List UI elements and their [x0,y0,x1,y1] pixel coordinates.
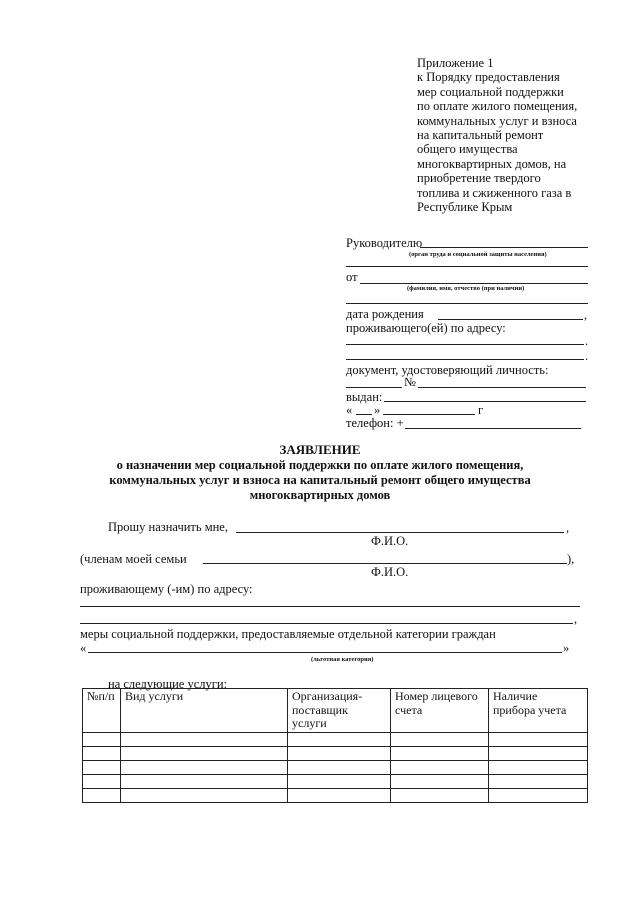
table-header-cell [121,689,288,733]
table-row [83,760,588,774]
table-row [83,746,588,760]
services-label: на следующие услуги: [108,677,228,691]
table-row [83,788,588,802]
date-open: « [346,403,353,417]
table-cell[interactable] [391,774,489,788]
table-cell[interactable] [288,788,391,802]
from-hint: (фамилия, имя, отчество (при наличии) [407,285,525,292]
table-cell[interactable] [288,774,391,788]
document-label: документ, удостоверяющий личность: [346,363,549,377]
table-cell[interactable] [288,746,391,760]
table-header-text: счета [395,702,423,717]
table-cell[interactable] [83,774,121,788]
issued-label: выдан: [346,390,383,404]
birth-comma: , [584,308,588,322]
table-cell[interactable] [489,746,588,760]
number-sign: № [404,375,416,389]
family-field[interactable] [203,563,567,564]
table-cell[interactable] [489,732,588,746]
appendix-line: Приложение 1 [417,56,494,70]
address-dot-1: . [585,334,589,348]
birth-field[interactable] [438,319,583,320]
table-cell[interactable] [83,760,121,774]
appendix-line: Республике Крым [417,200,513,215]
services-table [82,688,588,803]
appendix-line: по оплате жилого помещения, [417,99,578,114]
appendix-line: к Порядку предоставления [417,70,560,85]
title-line-3: многоквартирных домов [249,488,391,502]
from-field-2[interactable] [346,303,588,304]
residing-comma: , [574,612,578,626]
table-cell[interactable] [489,760,588,774]
table-cell[interactable] [83,746,121,760]
table-cell[interactable] [121,760,288,774]
table-cell[interactable] [83,788,121,802]
table-cell[interactable] [391,788,489,802]
appendix-line: коммунальных услуг и взноса [417,113,577,128]
table-cell[interactable] [391,760,489,774]
table-cell[interactable] [121,788,288,802]
document-title: ЗАЯВЛЕНИЕ [279,442,361,457]
table-cell[interactable] [391,732,489,746]
table-cell[interactable] [489,774,588,788]
birth-label: дата рождения [346,307,424,321]
quote-close: » [563,641,570,655]
residing-field-1[interactable] [80,606,580,607]
appendix-block [417,56,632,214]
table-cell[interactable] [489,788,588,802]
table-header-text: поставщик [292,702,348,717]
family-label: (членам моей семьи [80,552,187,566]
table-header-text: Организация- [292,689,363,703]
issued-field[interactable] [384,401,586,402]
table-row [83,774,588,788]
address-label: проживающего(ей) по адресу: [346,321,506,335]
table-header-row [83,689,588,733]
table-header-text: Номер лицевого [395,689,478,703]
table-row [83,732,588,746]
appendix-line: мер социальной поддержки [417,84,564,99]
family-close: ), [567,552,575,566]
to-label: Руководителю [346,236,423,250]
title-line-2: коммунальных услуг и взноса на капитальный ремонт общего имущества [109,473,531,487]
category-hint: (льготная категория) [311,656,374,663]
table-header-text: Наличие [493,689,538,703]
category-field[interactable] [88,652,562,653]
fio-hint-2: Ф.И.О. [371,565,409,579]
appendix-line: приобретение твердого [417,171,541,186]
table-cell[interactable] [391,746,489,760]
title-line-1: о назначении мер социальной поддержки по оплате жилого помещения, [116,458,524,472]
from-label: от [346,270,358,284]
table-cell[interactable] [121,732,288,746]
date-day-field[interactable] [356,414,372,415]
document-number-field[interactable] [418,387,586,388]
phone-field[interactable] [405,428,581,429]
table-header-text: услуги [292,716,327,730]
appendix-line: многоквартирных домов, на [417,156,567,171]
appendix-line: топлива и сжиженного газа в [417,185,572,200]
measures-label: меры социальной поддержки, предоставляемые отдельной категории граждан [80,627,496,641]
address-dot-2: . [585,349,589,363]
table-cell[interactable] [83,732,121,746]
quote-open: « [80,641,87,655]
appendix-line: на капитальный ремонт [417,128,544,143]
date-month-field[interactable] [383,414,475,415]
residing-field-2[interactable] [80,623,573,624]
from-field[interactable] [360,283,588,284]
table-header-text: прибора учета [493,702,567,717]
request-name-field[interactable] [236,532,564,533]
address-field-2[interactable] [346,359,584,360]
table-cell[interactable] [288,760,391,774]
table-cell[interactable] [121,774,288,788]
request-comma: , [566,521,570,535]
fio-hint-1: Ф.И.О. [371,534,409,548]
request-label: Прошу назначить мне, [108,520,228,534]
table-cell[interactable] [121,746,288,760]
table-header-cell [83,689,121,733]
table-header-cell [288,689,391,733]
phone-label: телефон: + [346,416,404,430]
to-field-2[interactable] [346,266,588,267]
residing-label: проживающему (-им) по адресу: [80,582,253,596]
table-header-cell [391,689,489,733]
table-cell[interactable] [288,732,391,746]
table-header-cell [489,689,588,733]
document-series-field[interactable] [346,387,402,388]
date-close: » [374,403,381,417]
address-field-1[interactable] [346,344,584,345]
table-header-text: Вид услуги [125,689,184,703]
to-field[interactable] [420,247,588,248]
year-suffix: г [478,403,484,417]
to-hint: (орган труда и социальной защиты населения) [409,251,547,258]
appendix-line: общего имущества [417,142,518,157]
table-header-text: №п/п [87,689,115,703]
